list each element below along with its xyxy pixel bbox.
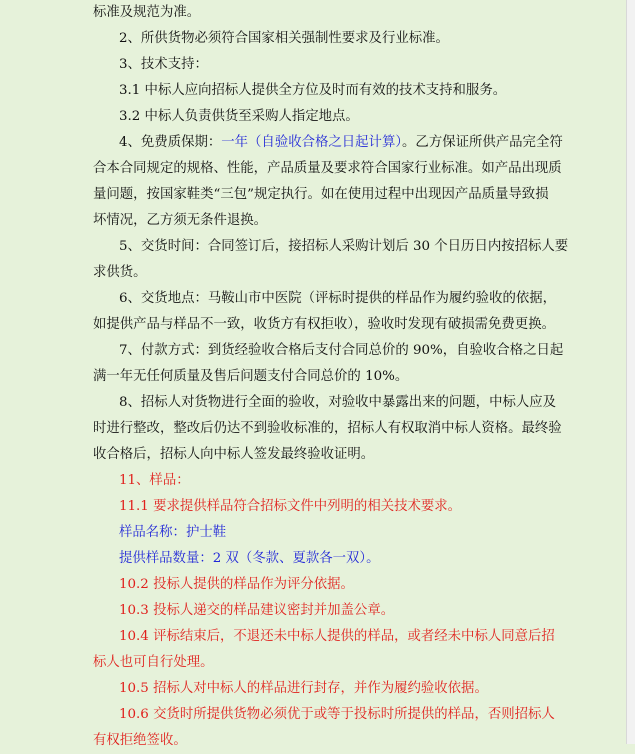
clause-10-6: 10.6 交货时所提供货物必须优于或等于投标时所提供的样品，否则招标人 (119, 707, 555, 722)
sample-quantity: 提供样品数量：2 双（冬款、夏款各一双）。 (119, 551, 380, 566)
clause-10-3: 10.3 投标人递交的样品建议密封并加盖公章。 (119, 603, 395, 618)
clause-10-2: 10.2 投标人提供的样品作为评分依据。 (119, 577, 354, 592)
text-line: 坏情况，乙方须无条件退换。 (93, 213, 268, 228)
document-body (93, 0, 569, 754)
text-line: 量问题，按国家鞋类“三包”规定执行。如在使用过程中出现因产品质量导致损 (93, 187, 549, 202)
clause-10-5: 10.5 招标人对中标人的样品进行封存，并作为履约验收依据。 (119, 681, 488, 696)
clause-11-heading: 11、样品： (119, 473, 190, 488)
sample-name: 样品名称：护士鞋 (119, 525, 227, 540)
text-line: 时进行整改，整改后仍达不到验收标准的，招标人有权取消中标人资格。最终验 (93, 421, 562, 436)
clause-4-label: 4、免费质保期： (119, 135, 222, 150)
text-line: 标准及规范为准。 (93, 5, 201, 20)
text-line: 如提供产品与样品不一致，收货方有权拒收），验收时发现有破损需免费更换。 (93, 317, 555, 332)
clause-3-1: 3.1 中标人应向招标人提供全方位及时而有效的技术支持和服务。 (119, 83, 507, 98)
clause-3-heading: 3、技术支持： (119, 57, 208, 72)
text-line: 合本合同规定的规格、性能，产品质量及要求符合国家行业标准。如产品出现质 (93, 161, 562, 176)
clause-4-text: 。乙方保证所供产品完全符 (402, 135, 563, 150)
text-line: 标人也可自行处理。 (93, 655, 214, 670)
clause-2: 2、所供货物必须符合国家相关强制性要求及行业标准。 (119, 31, 449, 46)
clause-5: 5、交货时间：合同签订后，接招标人采购计划后 30 个日历日内按招标人要 (119, 239, 569, 254)
text-line: 有权拒绝签收。 (93, 733, 187, 748)
clause-4 (93, 130, 563, 156)
text-line: 收合格后，招标人向中标人签发最终验收证明。 (93, 447, 375, 462)
vertical-scrollbar[interactable] (626, 0, 635, 744)
text-line: 满一年无任何质量及售后问题支付合同总价的 10%。 (93, 369, 409, 384)
warranty-period: 一年（自验收合格之日起计算） (221, 135, 403, 150)
clause-11-1: 11.1 要求提供样品符合招标文件中列明的相关技术要求。 (119, 499, 462, 514)
clause-8: 8、招标人对货物进行全面的验收，对验收中暴露出来的问题，中标人应及 (119, 395, 557, 410)
clause-3-2: 3.2 中标人负责供货至采购人指定地点。 (119, 109, 359, 124)
clause-6: 6、交货地点：马鞍山市中医院（评标时提供的样品作为履约验收的依据， (119, 291, 557, 306)
clause-7: 7、付款方式：到货经验收合格后支付合同总价的 90%，自验收合格之日起 (119, 343, 564, 358)
text-line: 求供货。 (93, 265, 147, 280)
clause-10-4: 10.4 评标结束后，不退还未中标人提供的样品，或者经未中标人同意后招 (119, 629, 555, 644)
